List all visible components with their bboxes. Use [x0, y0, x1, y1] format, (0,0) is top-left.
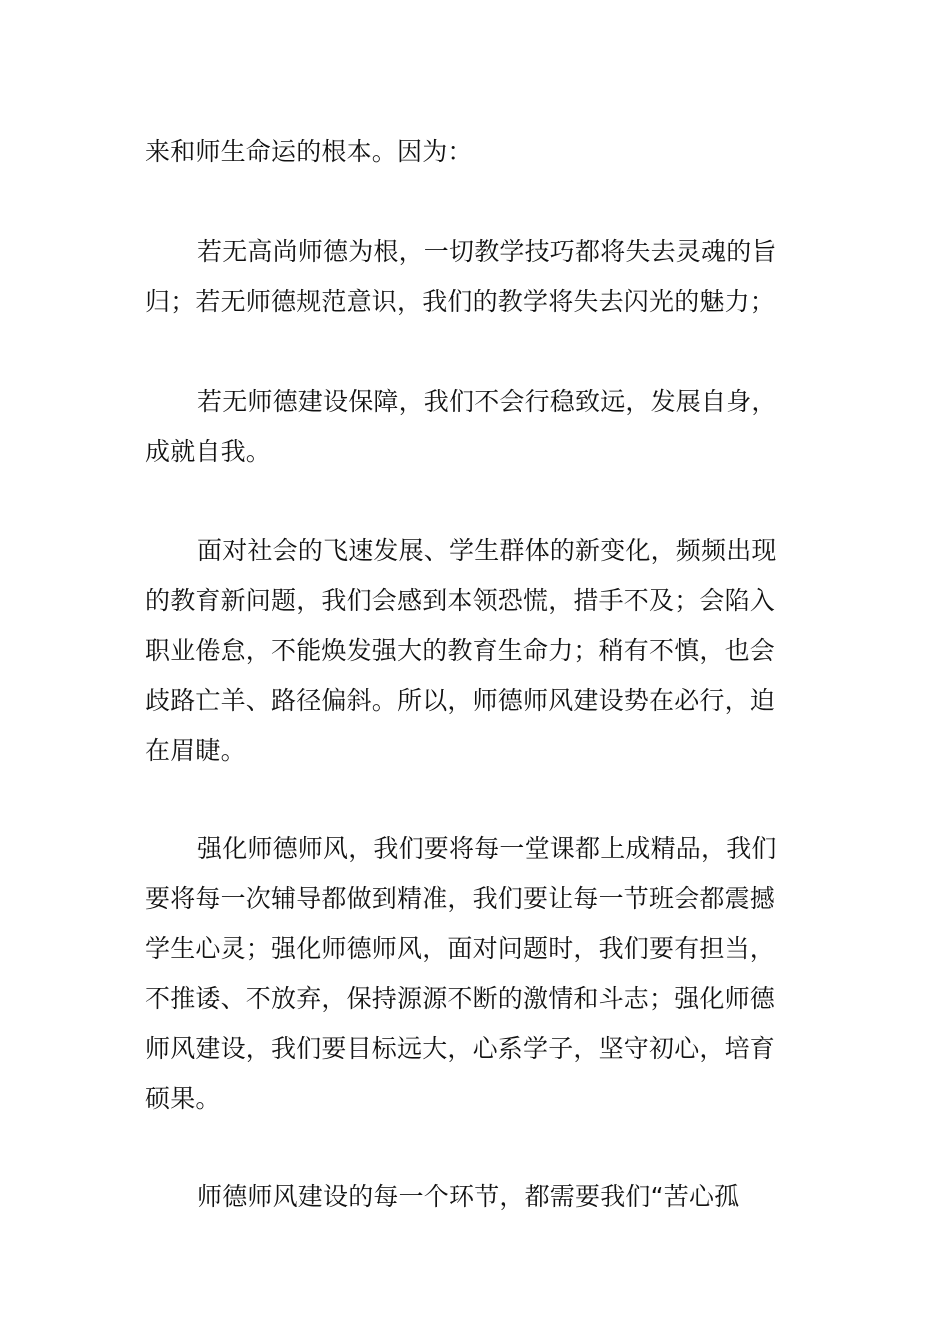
paragraph-line: 师德师风建设的每一个环节，都需要我们“苦心孤	[197, 1182, 740, 1211]
paragraph-line: 不推诿、不放弃，保持源源不断的激情和斗志；强化师德	[145, 984, 776, 1013]
paragraph-line: 来和师生命运的根本。因为：	[145, 137, 473, 166]
paragraph-line: 在眉睫。	[145, 736, 246, 765]
paragraph-line: 若无师德建设保障，我们不会行稳致远，发展自身，	[197, 387, 777, 416]
paragraph-line: 学生心灵；强化师德师风，面对问题时，我们要有担当，	[145, 934, 776, 963]
paragraph-line: 若无高尚师德为根，一切教学技巧都将失去灵魂的旨	[197, 237, 777, 266]
paragraph-3	[145, 377, 810, 477]
paragraph-line: 的教育新问题，我们会感到本领恐慌，措手不及；会陷入	[145, 586, 776, 615]
paragraph-1	[145, 127, 810, 177]
paragraph-5	[145, 824, 810, 1124]
paragraph-line: 成就自我。	[145, 437, 272, 466]
paragraph-line: 面对社会的飞速发展、学生群体的新变化，频频出现	[197, 536, 777, 565]
paragraph-line: 歧路亡羊、路径偏斜。所以，师德师风建设势在必行，迫	[145, 686, 776, 715]
paragraph-line: 要将每一次辅导都做到精准，我们要让每一节班会都震撼	[145, 884, 776, 913]
paragraph-6	[145, 1172, 810, 1222]
paragraph-line: 强化师德师风，我们要将每一堂课都上成精品，我们	[197, 834, 777, 863]
paragraph-line: 师风建设，我们要目标远大，心系学子，坚守初心，培育	[145, 1034, 776, 1063]
paragraph-line: 归；若无师德规范意识，我们的教学将失去闪光的魅力；	[145, 287, 776, 316]
paragraph-line: 职业倦怠，不能焕发强大的教育生命力；稍有不慎，也会	[145, 636, 776, 665]
paragraph-2	[145, 227, 810, 327]
paragraph-line: 硕果。	[145, 1084, 221, 1113]
paragraph-4	[145, 526, 810, 776]
